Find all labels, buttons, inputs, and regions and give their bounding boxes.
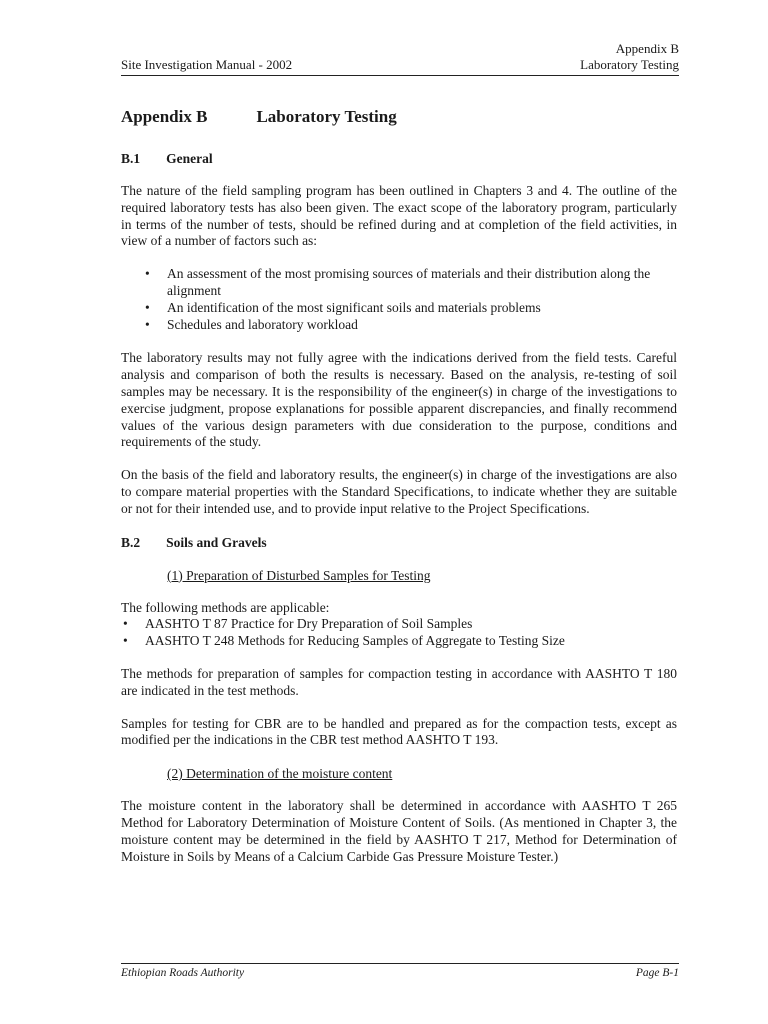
page-title [121, 106, 677, 128]
section-b2-title: Soils and Gravels [166, 534, 267, 550]
page-header [121, 41, 679, 76]
page-footer [121, 963, 679, 979]
list-item: • AASHTO T 248 Methods for Reducing Samples of Aggregate to Testing Size [121, 633, 677, 650]
list-item: • Schedules and laboratory workload [121, 317, 677, 334]
header-row-top [121, 41, 679, 57]
b2-paragraph-3: The moisture content in the laboratory shall be determined in accordance with AASHTO T 265 Method for Laboratory Determination of Moisture Content of Soils. (As mentioned in Chapter 3, the moisture content may be determined in the field by AASHTO T 217, Method for Determination of Moisture in Soils by Means of a Calcium Carbide Gas Pressure Moisture Tester.) [121, 798, 677, 864]
section-b2-number: B.2 [121, 534, 141, 550]
title-text: Laboratory Testing [256, 107, 397, 126]
title-number: Appendix B [121, 107, 208, 126]
footer-organization: Ethiopian Roads Authority [121, 967, 245, 979]
header-row-bottom [121, 57, 679, 73]
b2-paragraph-2: Samples for testing for CBR are to be handled and prepared as for the compaction tests, except as modified per the indications in the CBR test method AASHTO T 193. [121, 715, 677, 748]
section-b1-heading [121, 150, 677, 167]
b2-intro: The following methods are applicable: [121, 599, 330, 615]
list-item: • AASHTO T 87 Practice for Dry Preparation of Soil Samples [121, 616, 677, 633]
list-item: • An identification of the most significant soils and materials problems [121, 300, 677, 317]
section-b1-title: General [166, 151, 213, 166]
b2-subheading-1: (1) Preparation of Disturbed Samples for Testing [167, 567, 431, 583]
header-section: Laboratory Testing [580, 57, 679, 72]
header-manual-title: Site Investigation Manual - 2002 [121, 57, 293, 72]
list-item: • An assessment of the most promising sources of materials and their distribution along the alignment [121, 266, 677, 300]
b2-subheading-2: (2) Determination of the moisture content [167, 766, 393, 782]
b1-paragraph-1: The nature of the field sampling program has been outlined in Chapters 3 and 4. The outline of the required laboratory tests has also been given. The exact scope of the laboratory program, particularly in terms of the number of tests, should be refined during and at completion of the field activities, in view of a number of factors such as: [121, 183, 677, 249]
b1-paragraph-3: On the basis of the field and laboratory results, the engineer(s) in charge of the investigations are also to compare material properties with the Standard Specifications, to indicate whether they are suitable or not for their intended use, and to provide input relative to the Project Specifications. [121, 467, 677, 516]
section-b1-number: B.1 [121, 151, 141, 166]
section-b2-heading [121, 534, 677, 551]
b2-paragraph-1: The methods for preparation of samples for compaction testing in accordance with AASHTO T 180 are indicated in the test methods. [121, 665, 677, 698]
b2-bullet-list [121, 616, 677, 650]
header-appendix: Appendix B [615, 41, 679, 56]
b1-bullet-list [121, 266, 677, 333]
page-content [121, 106, 677, 865]
b1-paragraph-2: The laboratory results may not fully agree with the indications derived from the field tests. Careful analysis and comparison of both the results is necessary. Based on the analysis, re-testing of soil samples may be necessary. It is the responsibility of the engineer(s) in charge of the investigations to exercise judgment, propose explanations for possible apparent discrepancies, and finally recommend values of the various design parameters with due consideration to the purpose, conditions and requirements of the study. [121, 350, 677, 450]
footer-page-number: Page B-1 [635, 967, 679, 979]
